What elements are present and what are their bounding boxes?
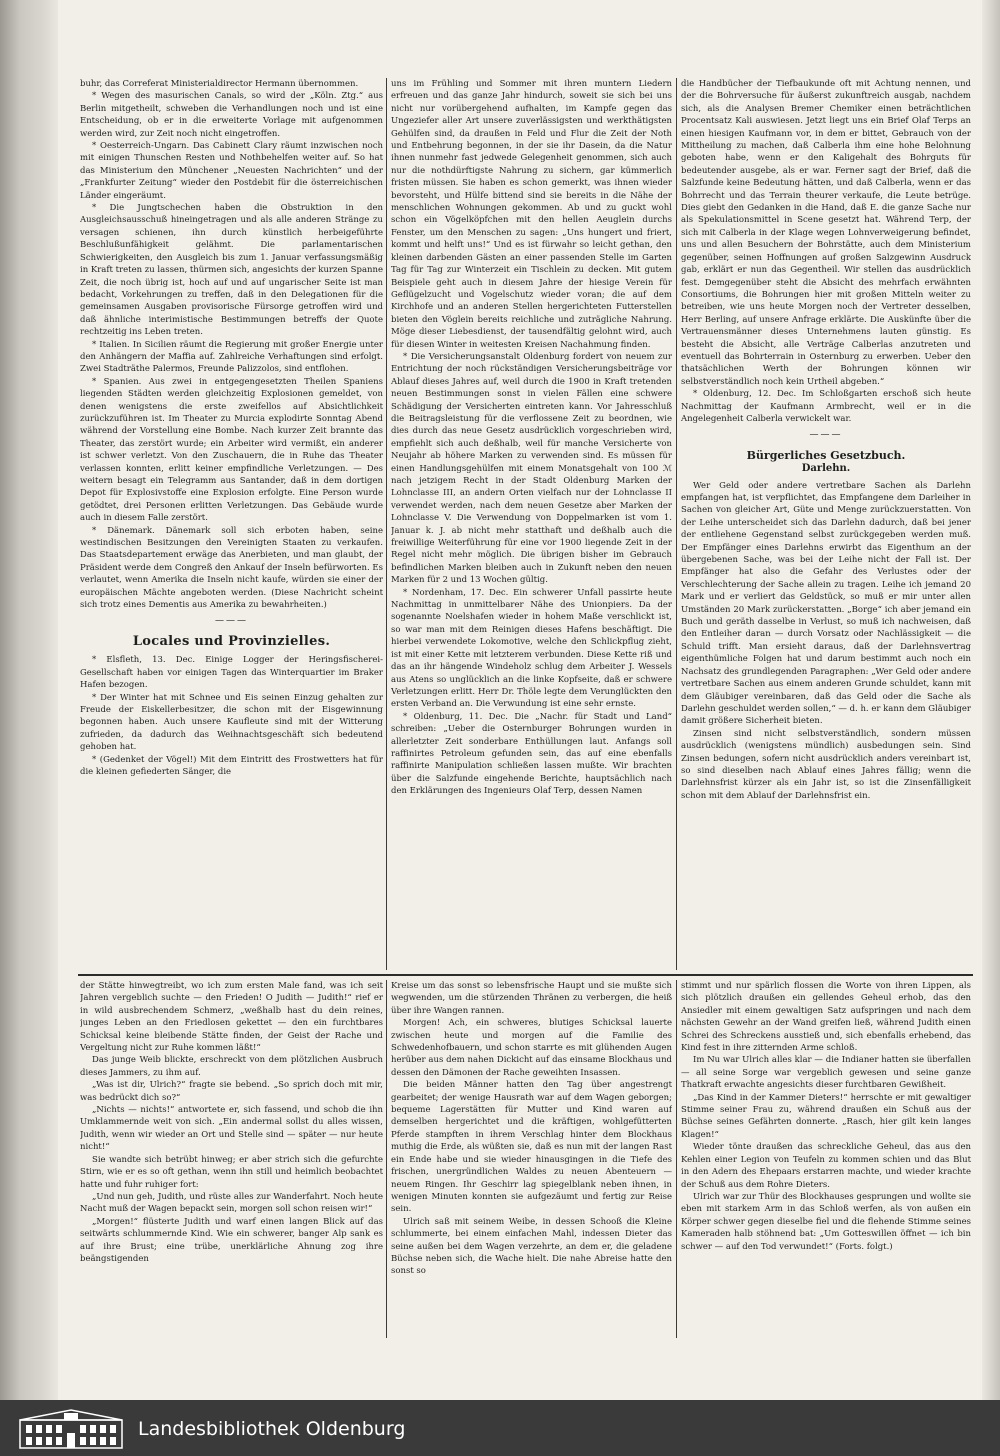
article-paragraph: * Der Winter hat mit Schnee und Eis seinen Einzug gehalten zur Freude der Eiskellerbesitzer, die schon mit der Eisgewinnung begonnen haben. Auch unsere Kaufleute sind mit der Witterung zufrieden, da dadurch das Weihnachtsgeschäft sich bedeutend gehoben hat. [80,692,383,753]
bottom-column-2 [391,980,672,1338]
article-paragraph: Morgen! Ach, ein schweres, blutiges Schicksal lauerte zwischen heute und morgen auf die Familie des Schwedenhofbauern, und schon starrte es mit glühenden Augen herüber aus dem nahen Dickicht auf das einsame Blockhaus und dessen den Dämonen der Rache geweihten Insassen. [391,1018,672,1078]
column-rule [676,78,677,970]
article-paragraph: der Stätte hinwegtreibt, wo ich zum ersten Male fand, was ich seit Jahren vergeblich suchte — den Frieden! O Judith — Judith!“ rief er in wild ausbrechendem Schmerz, „weßhalb hast du dein reines, junges Leben an den Friedlosen gekettet — den ein furchtbares Schicksal keine bleibende Stätte finden, der Geist der Rache und Vergeltung nicht zur Ruhe kommen läßt!“ [80,981,383,1054]
top-column-2 [391,78,672,970]
article-paragraph: Das junge Weib blickte, erschreckt von dem plötzlichen Ausbruch dieses Jammers, zu ihm auf. [80,1055,383,1078]
article-paragraph: * Spanien. Aus zwei in entgegengesetzten Theilen Spaniens liegenden Städten werden gleichzeitig Explosionen gemeldet, von denen wenigstens die erste zweifellos auf Absichtlichkeit zurückzuführen ist. Im Theater zu Murcia explodirte Sonntag Abend während der Vorstellung eine Bombe. Nach kurzer Zeit brannte das Theater, das zerstört wurde; ein Arbeiter wird vermißt, ein anderer ist schwer verletzt. Von den Zuschauern, die in Ruhe das Theater verlassen konnten, erlitt keiner empfindliche Verletzungen. — Des weitern besagt ein Telegramm aus Santander, daß in dem dortigen Depot für Explosivstoffe eine Explosion erfolgte. Eine Person wurde getödtet, drei Personen erlitten Verletzungen. Das Gebäude wurde auch in diesem Falle zerstört. [80,376,383,524]
column-rule [676,980,677,1338]
article-paragraph: Zinsen sind nicht selbstverständlich, sondern müssen ausdrücklich (wenigstens mündlich) ausbedungen sein. Sind Zinsen bedungen, sofern nicht ausdrücklich anders vereinbart ist, so sind dieselben nach Ablauf eines Jahres fällig; wenn die Darlehnsfrist kürzer als ein Jahr ist, so ist die Zinsenfälligkeit schon mit dem Ablauf der Darlehnsfrist ein. [681,728,971,801]
article-paragraph: * Elsfleth, 13. Dec. Einige Logger der Heringsfischerei-Gesellschaft haben vor einigen Tagen das Winterquartier im Braker Hafen bezogen. [80,655,383,691]
section-heading: Bürgerliches Gesetzbuch. [746,448,906,462]
section-separator: ——— [809,430,843,441]
section-separator: ——— [215,616,248,627]
article-paragraph: Kreise um das sonst so lebensfrische Haupt und sie mußte sich wegwenden, um die stürzenden Thränen zu verbergen, die heiß über ihre Wangen rannen. [391,981,672,1016]
library-building-icon [16,1408,126,1450]
article-paragraph: * Die Jungtschechen haben die Obstruktion in den Ausgleichsausschuß hineingetragen und als alle anderen Stränge zu versagen schienen, ihn durch künstlich herbeigeführte Beschlußunfähigkeit gelähmt. Die parlamentarischen Schwierigkeiten, den Ausgleich bis zum 1. Januar verfassungsmäßig in Kraft treten zu lassen, thürmen sich, angesichts der kurzen Spanne Zeit, die noch übrig ist, hoch auf und auf ungarischer Seite ist man bedacht, Vorkehrungen zu treffen, daß in den Delegationen für die gemeinsamen Ausgaben provisorische Fürsorge getroffen wird und daß ähnliche interimistische Bestimmungen betreffs der Quote rechtzeitig ins Leben treten. [80,203,383,338]
article-paragraph: „Das Kind in der Kammer Dieters!“ herrschte er mit gewaltiger Stimme seiner Frau zu, während draußen ein Schuß aus der Büchse seines Gefährten donnerte. „Rasch, hier gilt kein langes Klagen!“ [681,1092,971,1140]
article-paragraph: * Wegen des masurischen Canals, so wird der „Köln. Ztg.“ aus Berlin mitgetheilt, schweben die Verhandlungen noch und ist eine Entscheidung, ob er in die erweiterte Vorlage mit aufgenommen werden wird, zur Zeit noch nicht eingetroffen. [80,91,383,139]
article-paragraph: * Dänemark. Dänemark soll sich erboten haben, seine westindischen Besitzungen den Vereinigten Staaten zu verkaufen. Das Staatsdepartement erwäge das Anerbieten, und man glaubt, der Präsident werde dem Congreß den Ankauf der Inseln befürworten. Es verlautet, wenn Amerika die Inseln nicht kaufe, würden sie einer der europäischen Mächte angeboten werden. (Diese Nachricht scheint sich trotz eines Dementis aus Amerika zu bewahrheiten.) [80,525,383,611]
page-binding-edge [0,0,58,1400]
article-paragraph: Ulrich saß mit seinem Weibe, in dessen Schooß die Kleine schlummerte, bei einem einfachen Mahl, indessen Dieter das seine außen bei dem Wagen verzehrte, an dem er, die geladene Büchse neben sich, die Wache hielt. Die nahe Abreise hatte den sonst so [391,1216,672,1277]
article-paragraph: Im Nu war Ulrich alles klar — die Indianer hatten sie überfallen — all seine Sorge war vergeblich gewesen und seine ganze Thatkraft erwachte angesichts dieser furchtbaren Gewißheit. [681,1055,971,1091]
library-name: Landesbibliothek Oldenburg [138,1418,406,1440]
column-rule [386,980,387,1338]
top-column-1 [80,78,383,970]
article-paragraph: * Oesterreich-Ungarn. Das Cabinett Clary räumt inzwischen noch mit einigen Thunschen Resten und Nothbehelfen weiter auf. So hat das Ministerium den Münchener „Neuesten Nachrichten“ und der „Frankfurter Zeitung“ wieder den Postdebit für die österreichischen Länder eingeräumt. [80,141,383,201]
column-rule [386,78,387,970]
subsection-heading: Darlehn. [801,463,851,475]
article-paragraph: „Nichts — nichts!“ antwortete er, sich fassend, und schob die ihn Umklammernde weit von sich. „Ein andermal sollst du alles wissen, Judith, wenn wir wieder an Ort und Stelle sind — später — nur heute nicht!“ [80,1105,383,1153]
article-paragraph: Wieder tönte draußen das schreckliche Geheul, das aus den Kehlen einer Legion von Teufeln zu kommen schien und das Blut in den Adern des Ehepaars erstarren machte, und wieder krachte der Schuß aus dem Rohre Dieters. [681,1142,971,1190]
article-paragraph: * Die Versicherungsanstalt Oldenburg fordert von neuem zur Entrichtung der noch rückständigen Versicherungsbeiträge vor Ablauf dieses Jahres auf, weil durch die 1900 in Kraft tretenden neuen Bestimmungen sonst in vielen Fällen eine schwere Schädigung der Versicherten eintreten kann. Vor Jahresschluß die Beitragsleistung für die verflossene Zeit zu beordnen, wie dies durch das neue Gesetz ausdrücklich vorgeschrieben wird, empfiehlt sich auch deßhalb, weil für manche Versicherte von Neujahr ab höhere Marken zu verwenden sind. Es müssen für einen Handlungsgehülfen mit einem Monatsgehalt von 100 ℳ nach jetzigem Recht in der Stadt Oldenburg Marken der Lohnclasse III, an andern Orten vielfach nur der Lohnclasse II verwendet werden, nach dem neuen Gesetze aber Marken der Lohnclasse V. Die Verwendung von Doppelmarken ist vom 1. Januar k. J. ab nicht mehr statthaft und deßhalb auch die freiwillige Weiterführung für eine vor 1900 liegende Zeit in der Regel nicht mehr möglich. Die übrigen bisher im Gebrauch befindlichen Marken bleiben auch in Zukunft neben den neuen Marken für 2 und 13 Wochen gültig. [391,351,672,586]
article-paragraph: „Was ist dir, Ulrich?“ fragte sie bebend. „So sprich doch mit mir, was bedrückt dich so?“ [80,1080,383,1103]
article-paragraph: * Oldenburg, 11. Dec. Die „Nachr. für Stadt und Land“ schreiben: „Ueber die Osternburger Bohrungen wurden in allerletzter Zeit sonderbare Enthüllungen laut. Anfangs soll raffinirtes Petroleum gefunden sein, das auf eine ebenfalls raffinirte Manipulation schließen lassen mußte. Wir brachten über die Salzfunde eingehende Berichte, hauptsächlich nach den Erklärungen des Ingenieurs Olaf Terp, dessen Namen [391,711,672,797]
article-paragraph: Ulrich war zur Thür des Blockhauses gesprungen und wollte sie eben mit starkem Arm in das Schloß werfen, als von außen ein Körper schwer gegen dieselbe fiel und die flehende Stimme seines Kameraden halb stöhnend bat: „Um Gotteswillen öffnet — ich bin schwer — auf den Tod verwundet!“ (Forts. folgt.) [681,1191,971,1252]
feuilleton-divider [78,974,973,976]
library-footer [0,1400,1000,1456]
article-paragraph: „Morgen!“ flüsterte Judith und warf einen langen Blick auf das seitwärts schlummernde Kind. Wie ein schwerer, banger Alp sank es auf ihre Brust; eine trübe, unerklärliche Ahnung zog ihre beängstigenden [80,1216,383,1264]
article-paragraph: Die beiden Männer hatten den Tag über angestrengt gearbeitet; der wenige Hausrath war auf dem Wagen geborgen; bequeme Lagerstätten für Mutter und Kind waren auf demselben hergerichtet und die kräftigen, wohlgefütterten Pferde stampften in ihrem Verschlag hinter dem Blockhaus muthig die Erde, als wüßten sie, daß es nun mit der langen Rast ein Ende habe und sie wieder hinausgingen in die Tiefe des frischen, unergründlichen Waldes zu neuen Abenteuern — neuem Ringen. Ihr Geschirr lag spiegelblank neben ihnen, in wenigen Minuten konnten sie aufgezäumt und fertig zur Reise sein. [391,1080,672,1215]
bottom-column-1 [80,980,383,1338]
article-paragraph: * Oldenburg, 12. Dec. Im Schloßgarten erschoß sich heute Nachmittag der Kaufmann Armbrecht, weil er in die Angelegenheit Calberla verwickelt war. [681,389,971,424]
section-heading: Locales und Provinzielles. [132,633,331,649]
bottom-column-3 [681,980,971,1338]
article-paragraph: buhr, das Correferat Ministerialdirector Hermann übernommen. [80,79,359,89]
article-paragraph: stimmt und nur spärlich flossen die Worte von ihren Lippen, als sich plötzlich draußen ein gellendes Geheul erhob, das den Ansiedler mit einem gewaltigen Satz aufspringen und nach dem nächsten Gewehr an der Wand greifen ließ, während Judith einen Schrei des Schreckens ausstieß und, sich ebenfalls erhebend, das Kind fest in ihre zitternden Arme schloß. [681,981,971,1054]
article-paragraph: * Italien. In Sicilien räumt die Regierung mit großer Energie unter den Anhängern der Maffia auf. Zahlreiche Verhaftungen sind erfolgt. Zwei Stadträthe Palermos, Freunde Palizzolos, sind entflohen. [80,339,383,375]
article-paragraph: * (Gedenket der Vögel!) Mit dem Eintritt des Frostwetters hat für die kleinen gefiederten Sänger, die [80,754,383,777]
article-paragraph: Wer Geld oder andere vertretbare Sachen als Darlehn empfangen hat, ist verpflichtet, das Empfangene dem Darleiher in Sachen von gleicher Art, Güte und Menge zurückzuerstatten. Von der Leihe unterscheidet sich das Darlehn dadurch, daß bei jener der entliehene Gegenstand selbst zurückgegeben werden muß. Der Empfänger eines Darlehns erwirbt das Eigenthum an der übergebenen Sache, was bei der Leihe nicht der Fall ist. Der Empfänger hat also die Gefahr des Verlustes oder der Verschlechterung der Sache allein zu tragen. Leihe ich jemand 20 Mark und er verliert das Geldstück, so muß er mir unter allen Umständen 20 Mark zurückerstatten. „Borge“ ich aber jemand ein Buch und geräth dasselbe in Verlust, so muß ich nachweisen, daß den Entleiher daran — durch Vorsatz oder Nachlässigkeit — die Schuld trifft. Man ersieht daraus, daß der Darlehnsvertrag eigenthümliche Folgen hat und darum bestimmt auch noch ein Nachsatz des grundlegenden Paragraphen: „Wer Geld oder andere vertretbare Sachen aus einem anderen Grunde schuldet, kann mit dem Gläubiger vereinbaren, daß das Geld oder die Sache als Darlehn geschuldet werden sollen,“ — d. h. er kann dem Gläubiger damit größere Sicherheit bieten. [681,480,971,727]
page-right-edge [982,0,1000,1400]
article-paragraph: * Nordenham, 17. Dec. Ein schwerer Unfall passirte heute Nachmittag in unmittelbarer Nähe des Unionpiers. Da der sogenannte Noelshafen wieder in hohem Maße verschlickt ist, so war man mit dem Reinigen dieses Hafens beschäftigt. Die hierbei verwendete Lokomotive, welche den Schlickpflug zieht, ist mit einer Kette mit letzterem verbunden. Diese Kette riß und das an ihr hängende Windeholz schlug dem Arbeiter J. Wessels aus Atens so unglücklich an die linke Kopfseite, daß er schwere Verletzungen erlitt. Herr Dr. Thöle legte dem Verunglückten den ersten Verband an. Die Verwundung ist eine sehr ernste. [391,587,672,710]
article-paragraph: Sie wandte sich betrübt hinweg; er aber strich sich die gefurchte Stirn, wie er es so oft gethan, wenn ihn still und heimlich beobachtet hatte und fuhr ruhiger fort: [80,1154,383,1190]
article-paragraph: „Und nun geh, Judith, und rüste alles zur Wanderfahrt. Noch heute Nacht muß der Wagen bepackt sein, morgen soll schon reisen wir!“ [80,1191,383,1215]
top-column-3 [681,78,971,970]
article-paragraph: uns im Frühling und Sommer mit ihren muntern Liedern erfreuen und das ganze Jahr hindurch, soweit sie sich bei uns nicht nur vorübergehend aufhalten, im Kampfe gegen das Ungeziefer aller Art unsere zuverlässigsten und werkthätigsten Gehülfen sind, da draußen in Feld und Flur die Zeit der Noth und Entbehrung begonnen, in der sie ihr Dasein, da die Natur ihnen nunmehr fast jedwede Gelegenheit genommen, sich auch nur die nothdürftigste Nahrung zu sichern, gar kümmerlich fristen müssen. Sie haben es schon gemerkt, was ihnen wieder bevorsteht, und Hülfe bittend sind sie bereits in die Nähe der menschlichen Wohnungen gekommen. Ab und zu guckt wohl schon ein Vögelköpfchen mit den hellen Aeuglein durchs Fenster, um den Menschen zu sagen: „Uns hungert und friert, kommt und helft uns!“ Und es ist fürwahr so leicht gethan, den kleinen darbenden Gästen an einer passenden Stelle im Garten Tag für Tag zur Winterzeit ein Tischlein zu decken. Mit gutem Beispiele geht auch in diesem Jahre der hiesige Verein für Geflügelzucht und Vogelschutz wieder voran; die auf dem Kirchhofe und an anderen Stellen hergerichteten Futterstellen bieten den Vöglein bereits reichliche und zuträgliche Nahrung. Möge dieser Liebesdienst, der tausendfältig gelohnt wird, auch für diesen Winter in weitesten Kreisen Nachahmung finden. [391,79,672,350]
article-paragraph: die Handbücher der Tiefbaukunde oft mit Achtung nennen, und der die Bohrversuche für äußerst zukunftreich ausgab, nachdem sich, als die Analysen Bremer Chemiker einen beträchtlichen Procentsatz Kali auswiesen. Jetzt liegt uns ein Brief Olaf Terps an einen hiesigen Kaufmann vor, in dem er bittet, Gebrauch von der Mittheilung zu machen, daß Calberla ihm eine hohe Belohnung geboten habe, wenn er den Kaligehalt des Bohrguts für bedeutender ausgebe, als er war. Ferner sagt der Brief, daß die Salzfunde keine Bedeutung hätten, und daß Calberla, wenn er das Bohrrecht und das Terrain theurer verkaufe, die Leute betrüge. Dies giebt den Gedanken in die Hand, daß E. die ganze Sache nur als Spekulationsmittel in Scene gesetzt hat. Während Terp, der sich mit Calberla in der Klage wegen Lohnverweigerung befindet, uns und allen Besuchern der Bohrstätte, auch dem Ministerium gegenüber, seinen Hoffnungen auf großen Salzgewinn Ausdruck gab, erklärt er nun das Gegentheil. Wir stellen das ausdrücklich fest. Demgegenüber steht die Absicht des mehrfach erwähnten Consortiums, die Bohrungen hier mit großen Mitteln weiter zu betreiben, wie uns heute Morgen noch der Vertreter desselben, Herr Berling, auf unsere Anfrage erklärte. Die Auskünfte über die Vertrauensmänner dieses Unternehmens lauten günstig. Es besteht die Absicht, alle Verträge Calberlas anzutreten und eventuell das Bohrterrain in Osternburg zu erwerben. Ueber den thatsächlichen Werth der Bohrungen können wir selbstverständlich noch kein Urtheil abgeben.“ [681,79,971,387]
